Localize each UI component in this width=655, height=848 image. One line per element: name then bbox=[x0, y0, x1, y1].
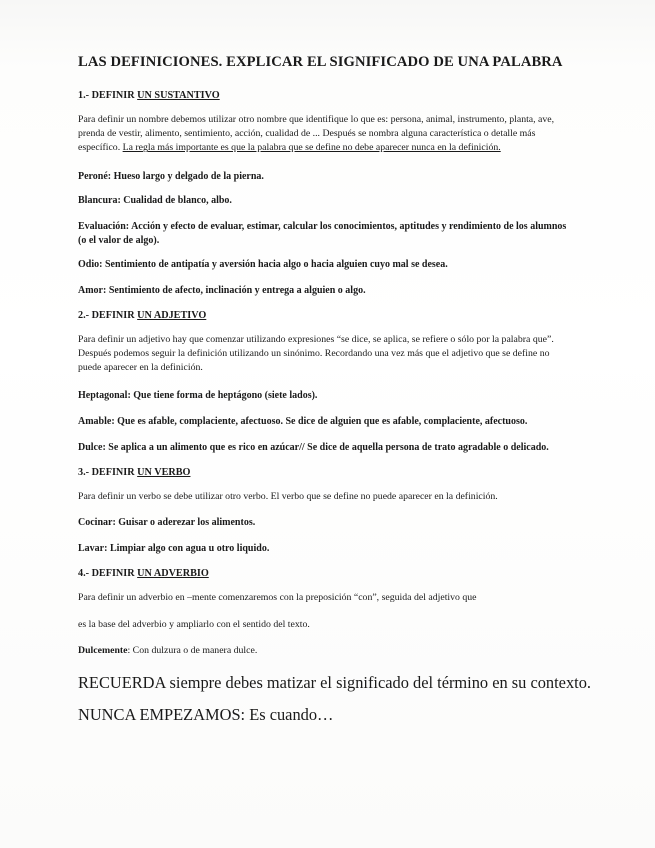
section-intro: Para definir un verbo se debe utilizar otro verbo. El verbo que se define no puede aparecer en la definición. bbox=[78, 491, 498, 503]
section-number: 2.- DEFINIR bbox=[78, 309, 135, 321]
section-topic: UN ADJETIVO bbox=[137, 309, 207, 321]
example-definition: Peroné: Hueso largo y delgado de la pierna. bbox=[78, 170, 264, 182]
example-definition: Blancura: Cualidad de blanco, albo. bbox=[78, 194, 232, 206]
example-term: Dulcemente bbox=[78, 644, 128, 656]
reminder-note: RECUERDA siempre debes matizar el significado del término en su contexto. bbox=[78, 673, 591, 693]
important-rule: La regla más importante es que la palabra que se define no debe aparecer nunca en la definición. bbox=[122, 142, 501, 154]
example-definition bbox=[78, 644, 570, 658]
document-title: LAS DEFINICIONES. EXPLICAR EL SIGNIFICADO DE UNA PALABRA bbox=[78, 54, 563, 70]
document-body bbox=[78, 54, 591, 736]
section-intro bbox=[78, 113, 570, 156]
intro-text: Para definir un nombre debemos utilizar otro nombre que identifique lo que es: persona, animal, instrumento, planta, ave, prenda de vestir, alimento, sentimiento, acción, cualidad de ... Después se nombra alguna característica o detalle más específico. bbox=[78, 114, 555, 154]
section-intro: Para definir un adjetivo hay que comenzar utilizando expresiones “se dice, se aplica, se refiere o sólo por la palabra que”. Después podemos seguir la definición utilizando un sinónimo. Recordando una vez más que el adjetivo que se define no puede aparecer en la definición. bbox=[78, 333, 554, 374]
example-definition: Amable: Que es afable, complaciente, afectuoso. Se dice de alguien que es afable, complaciente, afectuoso. bbox=[78, 416, 528, 428]
example-definition: Evaluación: Acción y efecto de evaluar, estimar, calcular los conocimientos, aptitudes y rendimiento de los alumnos (o el valor de algo). bbox=[78, 220, 567, 246]
section-intro-line-1: Para definir un adverbio en –mente comenzaremos con la preposición “con”, seguida del adjetivo que bbox=[78, 592, 477, 604]
example-definition: Odio: Sentimiento de antipatía y aversión hacia algo o hacia alguien cuyo mal se desea. bbox=[78, 258, 448, 270]
example-meaning: : Con dulzura o de manera dulce. bbox=[127, 644, 258, 656]
section-topic: UN VERBO bbox=[137, 467, 191, 479]
section-heading-verbo bbox=[78, 467, 570, 478]
example-definition: Amor: Sentimiento de afecto, inclinación y entrega a alguien o algo. bbox=[78, 284, 366, 296]
section-heading-adjetivo bbox=[78, 310, 570, 321]
example-definition: Cocinar: Guisar o aderezar los alimentos. bbox=[78, 517, 256, 529]
section-topic: UN ADVERBIO bbox=[137, 568, 209, 580]
section-heading-sustantivo bbox=[78, 90, 570, 101]
never-start-note: NUNCA EMPEZAMOS: Es cuando… bbox=[78, 705, 334, 725]
example-definition: Heptagonal: Que tiene forma de heptágono (siete lados). bbox=[78, 390, 318, 402]
section-intro-line-2: es la base del adverbio y ampliarlo con el sentido del texto. bbox=[78, 618, 310, 630]
example-definition: Dulce: Se aplica a un alimento que es rico en azúcar// Se dice de aquella persona de trato agradable o delicado. bbox=[78, 442, 549, 454]
section-number: 3.- DEFINIR bbox=[78, 467, 135, 479]
section-number: 1.- DEFINIR bbox=[78, 90, 135, 101]
section-number: 4.- DEFINIR bbox=[78, 568, 135, 580]
section-heading-adverbio bbox=[78, 568, 570, 579]
section-topic: UN SUSTANTIVO bbox=[137, 90, 220, 101]
example-definition: Lavar: Limpiar algo con agua u otro liquido. bbox=[78, 543, 270, 555]
